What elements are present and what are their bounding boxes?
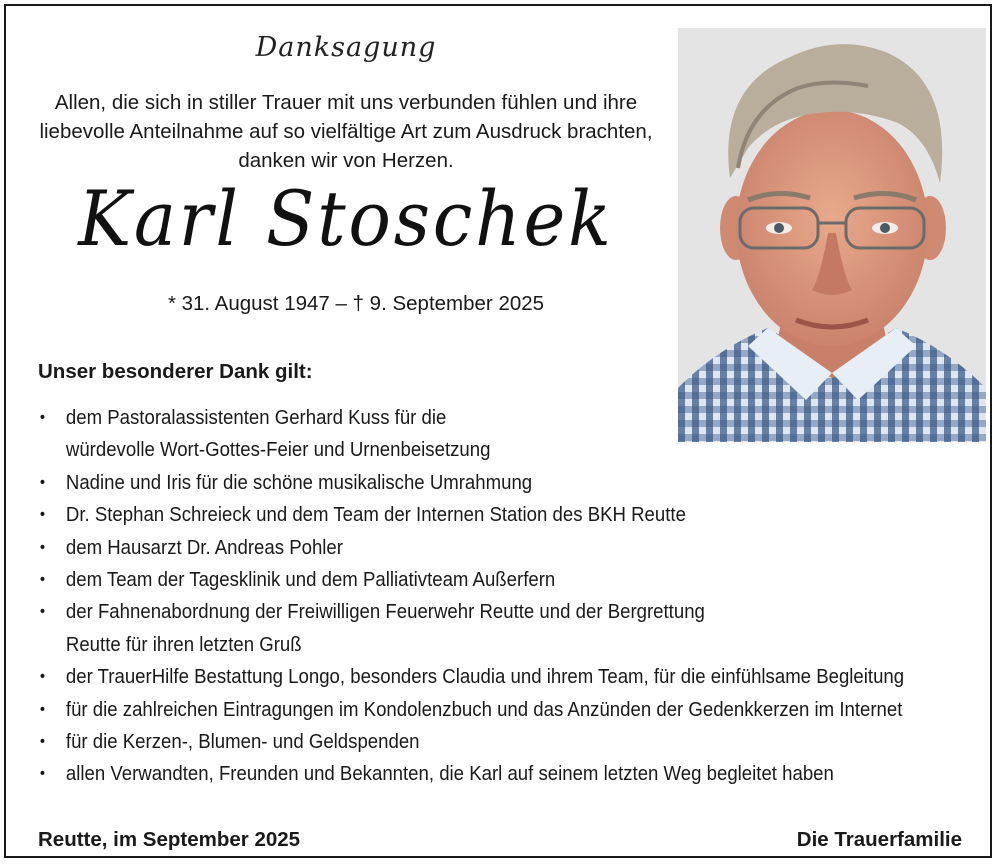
intro-line: danken wir von Herzen. [238,149,454,172]
bullet-icon: • [39,733,46,751]
portrait-photo [678,28,986,442]
list-item: • für die zahlreichen Eintragungen im Kondolenzbuch und das Anzünden der Gedenkkerzen im Internet [38,694,912,726]
portrait-photo-icon [678,28,986,442]
life-dates: * 31. August 1947 – † 9. September 2025 [167,292,545,315]
place-date: Reutte, im September 2025 [38,828,301,851]
signature: Die Trauerfamilie [796,828,962,851]
list-item: • dem Hausarzt Dr. Andreas Pohler [38,532,912,564]
bullet-icon: • [39,506,46,524]
list-item: • dem Team der Tagesklinik und dem Palliativteam Außerfern [38,564,912,596]
obituary-card [4,4,992,858]
bullet-icon: • [39,409,46,426]
bullet-icon: • [39,700,46,718]
intro-line: liebevolle Anteilnahme auf so vielfältige Art zum Ausdruck brachten, [39,120,653,143]
bullet-icon: • [39,603,46,621]
list-item: • der Fahnenabordnung der Freiwilligen Feuerwehr Reutte und der Bergrettung Reutte für ihren letzten Gruß [38,596,912,661]
bullet-icon: • [39,473,46,491]
intro-text [36,88,656,175]
deceased-name: Karl Stoschek [78,174,614,263]
list-item: • für die Kerzen-, Blumen- und Geldspenden [38,726,912,758]
thanks-list [38,402,912,791]
bullet-icon: • [39,765,46,783]
intro-line: Allen, die sich in stiller Trauer mit uns verbunden fühlen und ihre [54,91,638,114]
list-item: • dem Pastoralassistenten Gerhard Kuss für die würdevolle Wort-Gottes-Feier und Urnenbeisetzung [38,402,912,467]
notice-heading: Danksagung [255,32,437,63]
list-item: • Nadine und Iris für die schöne musikalische Umrahmung [38,467,912,499]
list-item: • Dr. Stephan Schreieck und dem Team der Internen Station des BKH Reutte [38,499,912,531]
bullet-icon: • [39,538,46,556]
thanks-heading: Unser besonderer Dank gilt: [38,360,313,383]
list-item: • allen Verwandten, Freunden und Bekannten, die Karl auf seinem letzten Weg begleitet haben [38,758,912,790]
bullet-icon: • [39,571,46,589]
list-item: • der TrauerHilfe Bestattung Longo, besonders Claudia und ihrem Team, für die einfühlsame Begleitung [38,661,912,693]
bullet-icon: • [39,668,46,686]
